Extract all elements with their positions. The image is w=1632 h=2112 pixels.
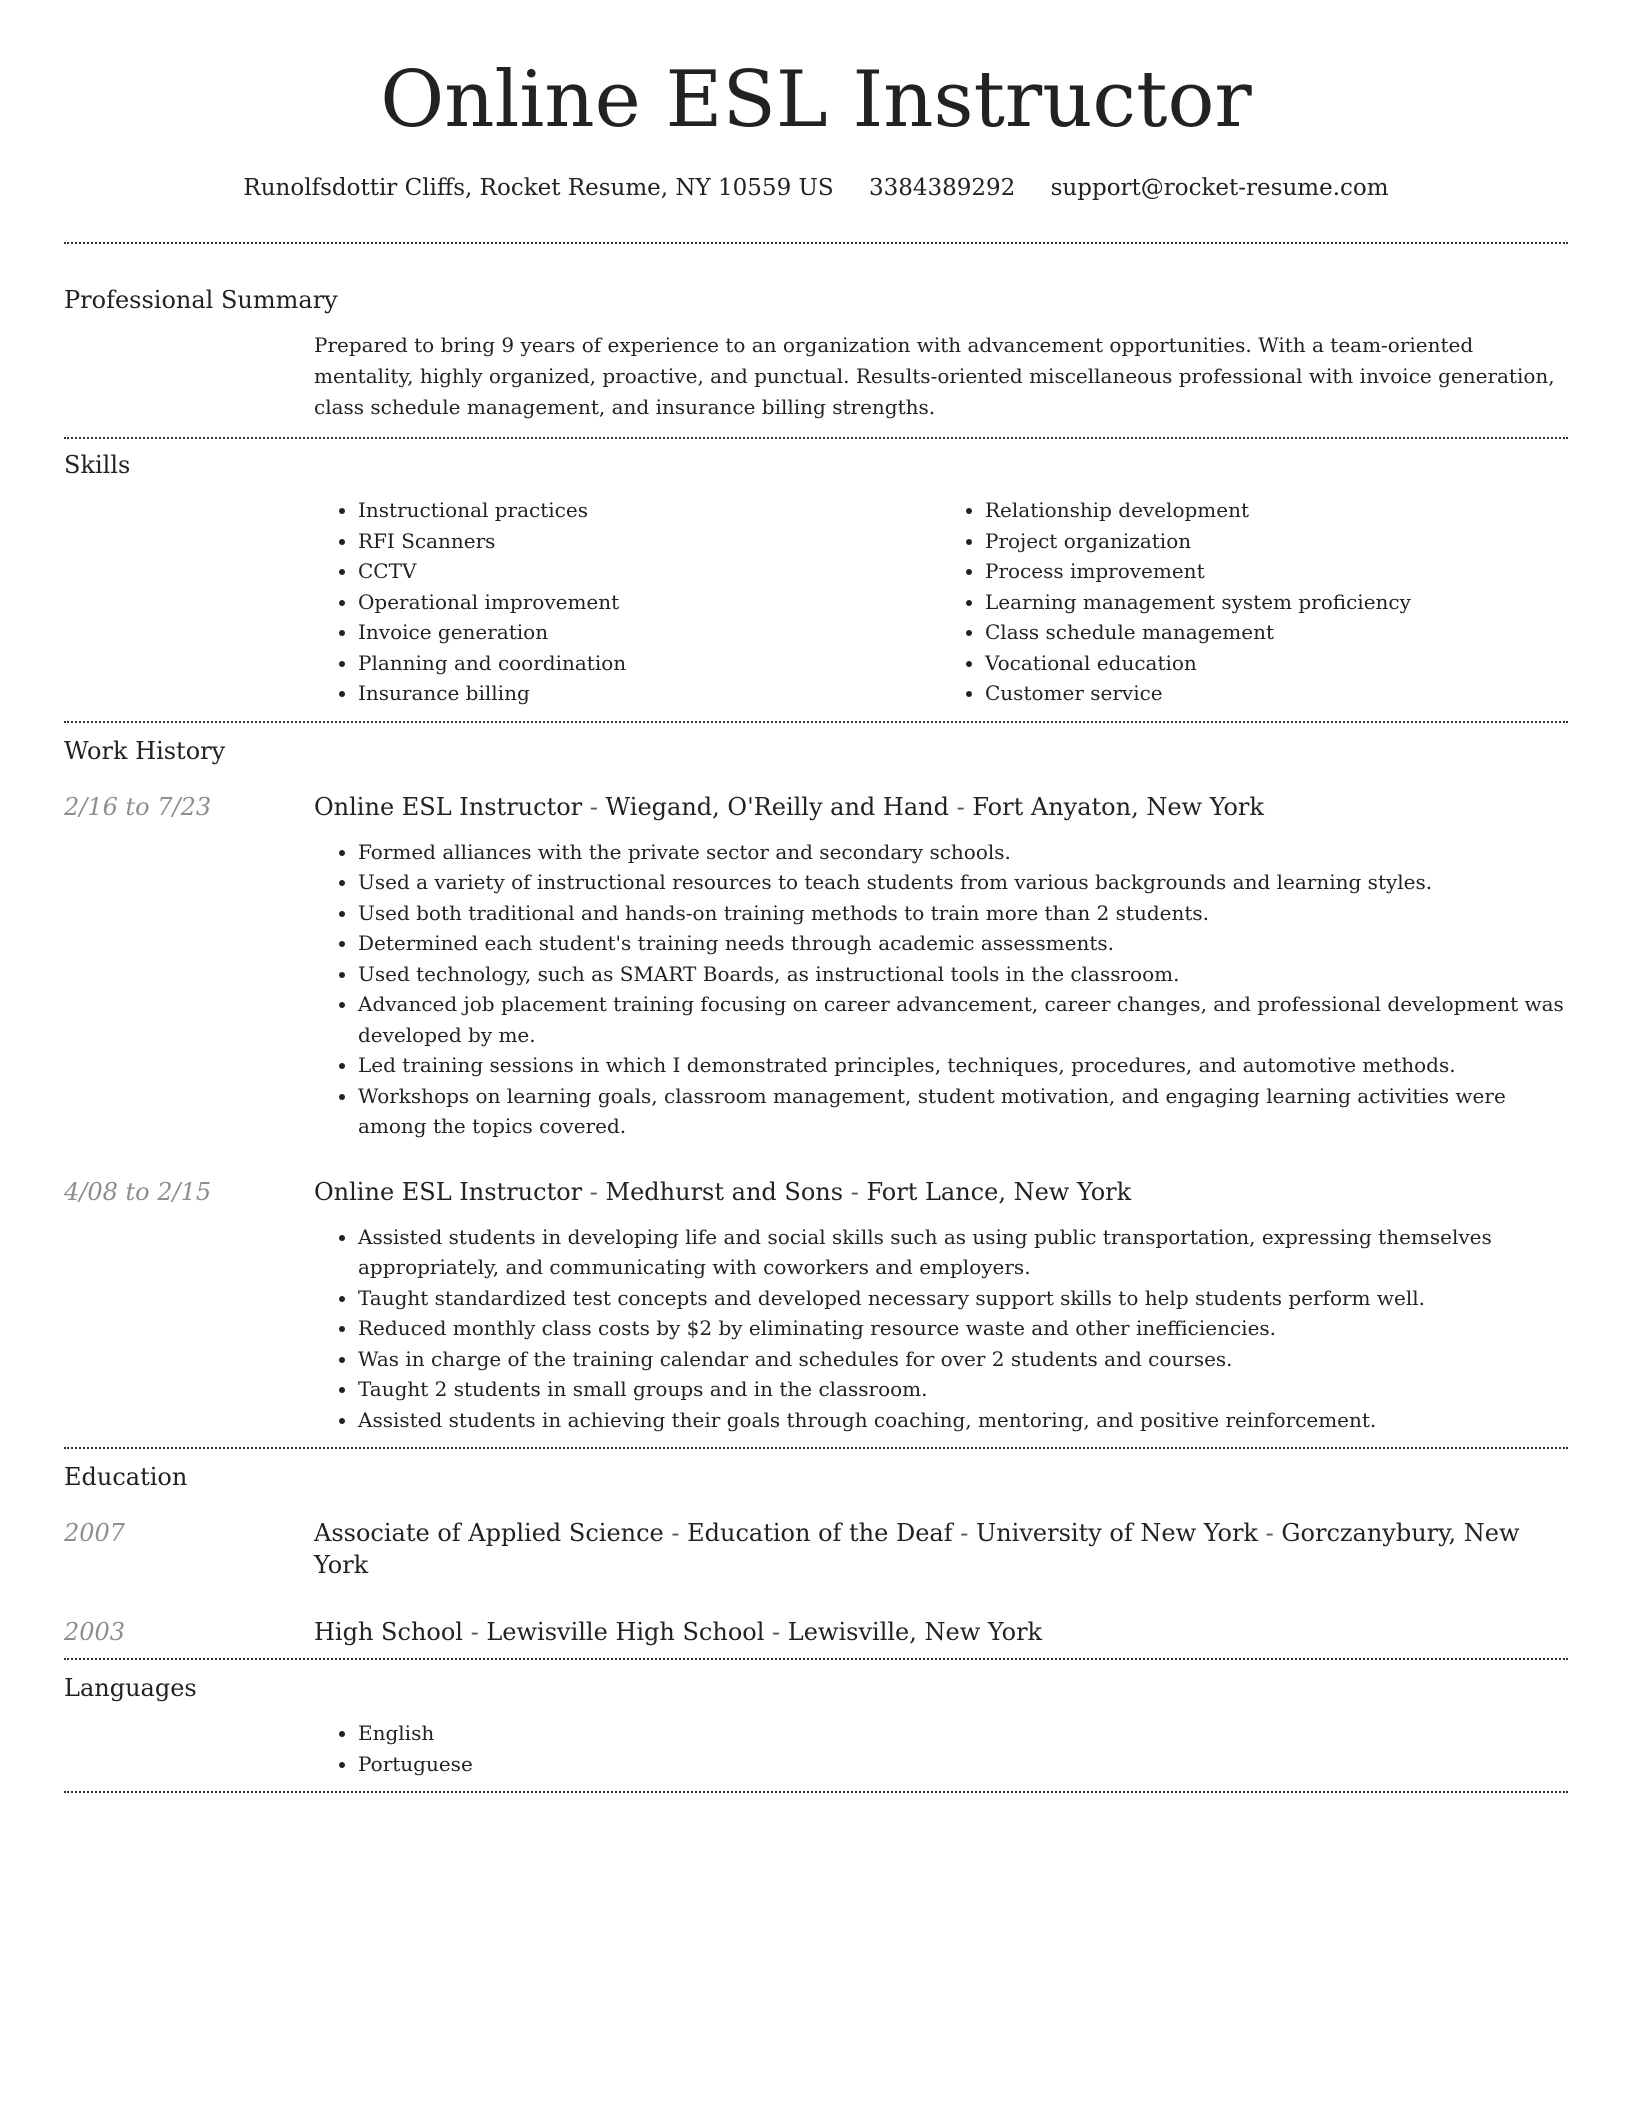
- education-degree: High School: [314, 1618, 463, 1646]
- job-heading: Online ESL Instructor - Wiegand, O'Reilly and Hand - Fort Anyaton, New York: [314, 792, 1264, 821]
- summary-text: Prepared to bring 9 years of experience to an organization with advancement opportunities. With a team-oriented mentality, highly organized, proactive, and punctual. Results-oriented miscellaneous professional with invoice generation, class schedule management, and insurance billing strengths.: [314, 333, 1555, 419]
- resume-name: Online ESL Instructor: [380, 55, 1252, 145]
- education-location: Lewisville, New York: [787, 1618, 1043, 1646]
- job-bullet: • Used a variety of instructional resources to teach students from various backgrounds and learning styles.: [358, 867, 1568, 898]
- education-school: Lewisville High School: [486, 1618, 765, 1646]
- work-section: [64, 735, 1568, 1436]
- job-bullet: • Taught 2 students in small groups and in the classroom.: [358, 1374, 1568, 1405]
- languages-section: [64, 1672, 1568, 1779]
- job-bullets: [314, 1222, 1568, 1436]
- skill-item: • Insurance billing: [358, 678, 941, 709]
- job-entry: [64, 1176, 1568, 1436]
- job-bullet: • Used technology, such as SMART Boards, as instructional tools in the classroom.: [358, 959, 1568, 990]
- job-bullet: • Assisted students in achieving their goals through coaching, mentoring, and positive reinforcement.: [358, 1405, 1568, 1436]
- contact-email: support@rocket-resume.com: [1050, 175, 1389, 201]
- job-dates: 2/16 to 7/23: [64, 792, 212, 821]
- job-company: Wiegand, O'Reilly and Hand: [605, 792, 949, 821]
- contact-line: [64, 172, 1568, 204]
- job-dates: 4/08 to 2/15: [64, 1177, 212, 1206]
- section-title-education: Education: [64, 1463, 188, 1491]
- skill-item: • Relationship development: [985, 495, 1568, 526]
- skill-item: • Learning management system proficiency: [985, 587, 1568, 618]
- section-divider: [64, 1658, 1568, 1660]
- language-item: • Portuguese: [358, 1749, 1568, 1780]
- education-degree: Associate of Applied Science: [314, 1519, 664, 1547]
- section-divider: [64, 437, 1568, 439]
- section-title-summary: Professional Summary: [64, 286, 338, 314]
- job-bullet: • Used both traditional and hands-on training methods to train more than 2 students.: [358, 898, 1568, 929]
- skill-item: • RFI Scanners: [358, 526, 941, 557]
- job-bullets: [314, 837, 1568, 1142]
- job-bullet: • Assisted students in developing life and social skills such as using public transportation, expressing themselves appropriately, and communicating with coworkers and employers.: [358, 1222, 1568, 1283]
- contact-phone: 3384389292: [868, 175, 1016, 201]
- job-bullet: • Workshops on learning goals, classroom management, student motivation, and engaging learning activities were among the topics covered.: [358, 1081, 1568, 1142]
- summary-section: [64, 284, 1568, 423]
- job-bullet: • Formed alliances with the private sector and secondary schools.: [358, 837, 1568, 868]
- skills-list-right: [941, 495, 1568, 709]
- education-school: University of New York: [975, 1519, 1258, 1547]
- job-bullet: • Was in charge of the training calendar and schedules for over 2 students and courses.: [358, 1344, 1568, 1375]
- section-divider: [64, 1791, 1568, 1793]
- job-bullet: • Determined each student's training needs through academic assessments.: [358, 928, 1568, 959]
- languages-list: [314, 1718, 1568, 1779]
- skill-item: • Planning and coordination: [358, 648, 941, 679]
- job-company: Medhurst and Sons: [605, 1177, 844, 1206]
- education-heading: High School - Lewisville High School - Lewisville, New York: [314, 1618, 1043, 1646]
- job-bullet: • Advanced job placement training focusing on career advancement, career changes, and professional development was developed by me.: [358, 989, 1568, 1050]
- section-title-languages: Languages: [64, 1674, 197, 1702]
- job-location: Fort Lance, New York: [866, 1177, 1132, 1206]
- section-title-skills: Skills: [64, 451, 131, 479]
- section-title-work: Work History: [64, 736, 226, 765]
- skill-item: • Instructional practices: [358, 495, 941, 526]
- education-field: Education of the Deaf: [687, 1519, 953, 1547]
- job-bullet: • Reduced monthly class costs by $2 by eliminating resource waste and other inefficiencies.: [358, 1313, 1568, 1344]
- job-heading: Online ESL Instructor - Medhurst and Sons - Fort Lance, New York: [314, 1177, 1132, 1206]
- job-location: Fort Anyaton, New York: [972, 792, 1264, 821]
- education-heading: Associate of Applied Science - Education of the Deaf - University of New York - Gorczanybury, New York: [314, 1519, 1520, 1579]
- education-section: [64, 1461, 1568, 1648]
- skill-item: • Vocational education: [985, 648, 1568, 679]
- education-location: Gorczanybury, New York: [314, 1519, 1520, 1579]
- section-divider: [64, 1447, 1568, 1449]
- section-divider: [64, 242, 1568, 244]
- education-year: 2003: [64, 1618, 126, 1646]
- skill-item: • Customer service: [985, 678, 1568, 709]
- section-divider: [64, 721, 1568, 723]
- skill-item: • Process improvement: [985, 556, 1568, 587]
- skill-item: • Operational improvement: [358, 587, 941, 618]
- job-bullet: • Taught standardized test concepts and developed necessary support skills to help students perform well.: [358, 1283, 1568, 1314]
- language-item: • English: [358, 1718, 1568, 1749]
- job-bullet: • Led training sessions in which I demonstrated principles, techniques, procedures, and automotive methods.: [358, 1050, 1568, 1081]
- job-entry: [64, 791, 1568, 1142]
- job-title: Online ESL Instructor: [314, 1177, 583, 1206]
- education-year: 2007: [64, 1519, 126, 1547]
- skills-list-left: [314, 495, 941, 709]
- skills-section: [64, 449, 1568, 709]
- education-entry: [64, 1616, 1568, 1648]
- skill-item: • Invoice generation: [358, 617, 941, 648]
- skill-item: • CCTV: [358, 556, 941, 587]
- skill-item: • Class schedule management: [985, 617, 1568, 648]
- contact-address: Runolfsdottir Cliffs, Rocket Resume, NY 10559 US: [243, 175, 834, 201]
- resume-page: [64, 0, 1568, 1793]
- job-title: Online ESL Instructor: [314, 792, 583, 821]
- skill-item: • Project organization: [985, 526, 1568, 557]
- education-entry: [64, 1517, 1568, 1581]
